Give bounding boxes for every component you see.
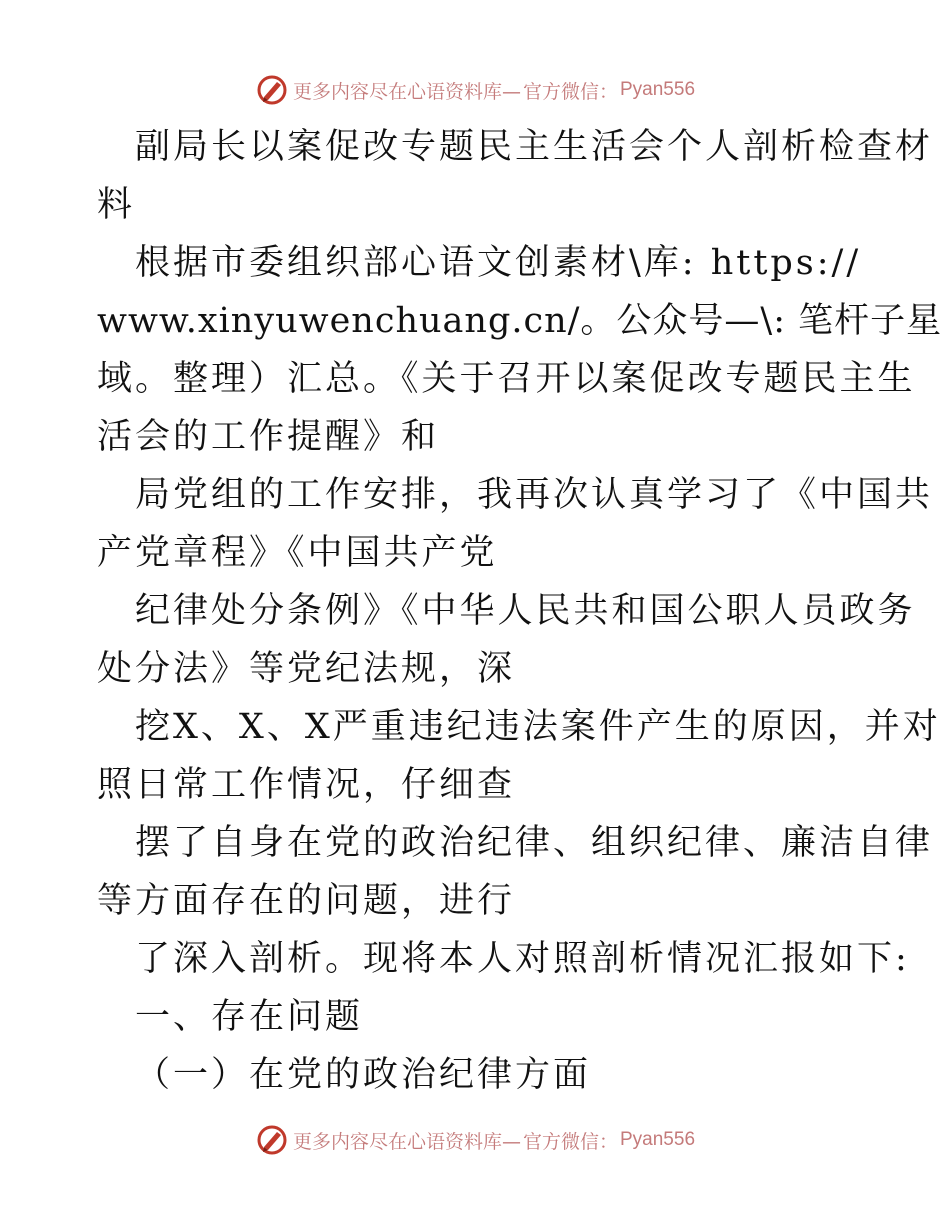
body-line-3: 根据市委组织部心语文创素材\库: https:// (135, 243, 862, 283)
body-line-8: 产党章程》《中国共产党 (97, 533, 498, 573)
section-heading-1: 一、存在问题 (135, 997, 364, 1037)
body-line-6: 活会的工作提醒》和 (97, 417, 440, 457)
body-line-12: 照日常工作情况，仔细查 (97, 765, 516, 805)
header-watermark-banner (0, 70, 950, 110)
body-line-1: 副局长以案促改专题民主生活会个人剖析检查材 (135, 127, 934, 167)
body-line-13: 摆了自身在党的政治纪律、组织纪律、廉洁自律 (135, 823, 934, 863)
header-banner-text: 更多内容尽在心语资料库— (292, 80, 521, 103)
body-line-2: 料 (97, 185, 136, 225)
pen-logo-icon (255, 73, 289, 107)
body-line-7: 局党组的工作安排，我再次认真学习了《中国共 (135, 475, 934, 515)
body-line-5: 域。整理）汇总。《关于召开以案促改专题民主生 (97, 359, 916, 399)
footer-banner-text: 更多内容尽在心语资料库— (292, 1130, 521, 1153)
header-banner-wechat: 官方微信： (522, 80, 618, 103)
header-banner-account: Pyan556 (620, 79, 696, 100)
body-line-9: 纪律处分条例》《中华人民共和国公职人员政务 (135, 591, 916, 631)
pen-logo-icon (255, 1123, 289, 1157)
footer-banner-wechat: 官方微信： (522, 1130, 618, 1153)
body-line-4: www.xinyuwenchuang.cn/。公众号—\: 笔杆子星 (97, 301, 943, 341)
footer-watermark-banner (0, 1120, 950, 1160)
body-line-11: 挖X、X、X严重违纪违法案件产生的原因，并对 (135, 707, 941, 747)
body-line-15: 了深入剖析。现将本人对照剖析情况汇报如下: (135, 939, 910, 979)
subsection-heading-1: （一）在党的政治纪律方面 (135, 1055, 592, 1095)
body-line-10: 处分法》等党纪法规，深 (97, 649, 516, 689)
body-line-14: 等方面存在的问题，进行 (97, 881, 516, 921)
footer-banner-account: Pyan556 (620, 1129, 696, 1150)
